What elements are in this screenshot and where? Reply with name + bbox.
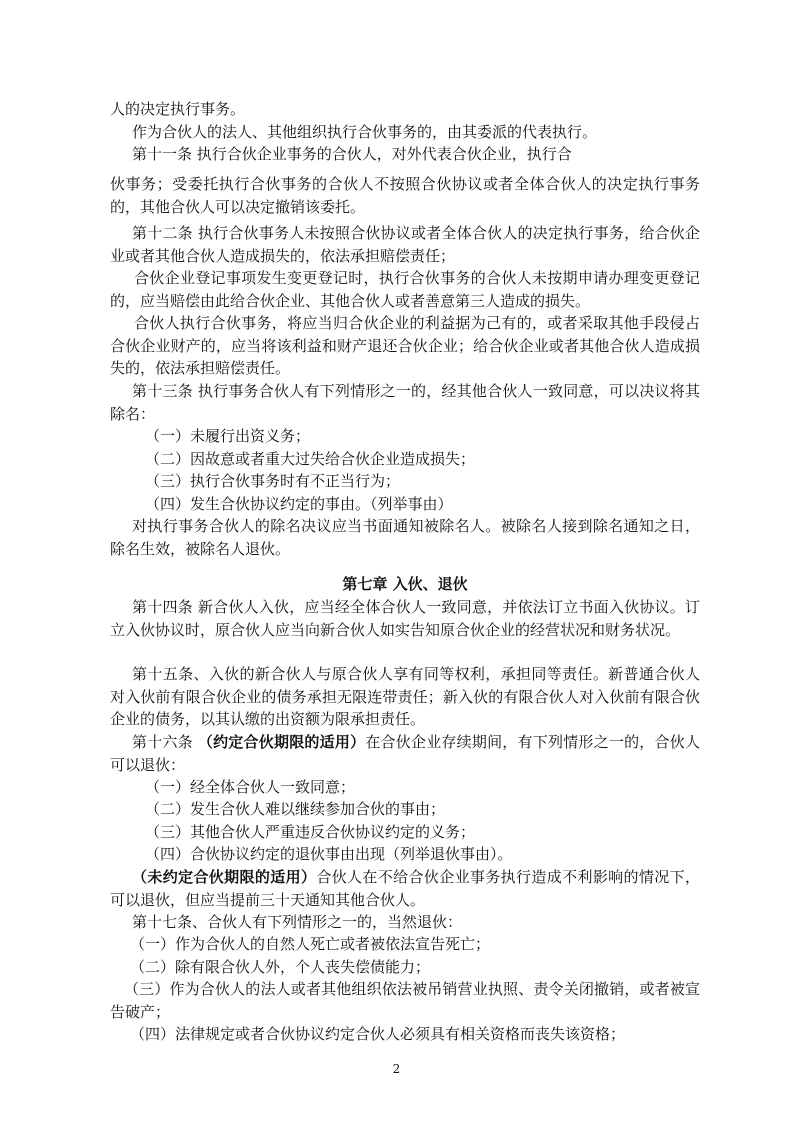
paragraph-text: 合伙人在不给合伙企业事务执行造成不利影响的情况下，可以退伙，但应当提前三十天通知其他合伙人。 — [110, 868, 700, 909]
article-13: 第十三条 执行事务合伙人有下列情形之一的，经其他合伙人一致同意，可以决议将其除名： — [110, 382, 700, 423]
bold-note: （约定合伙期限的适用） — [197, 733, 366, 751]
page-number: 2 — [392, 1062, 401, 1076]
article-15: 第十五条、入伙的新合伙人与原合伙人享有同等权利，承担同等责任。新普通合伙人对入伙前有限合伙企业的债务承担无限连带责任；新入伙的有限合伙人对入伙前有限合伙企业的债务，以其认缴的出资额为限承担责任。 — [110, 665, 700, 728]
list-item: （四）发生合伙协议约定的事由。（列举事由） — [145, 495, 453, 513]
article-14: 第十四条 新合伙人入伙，应当经全体合伙人一致同意，并依法订立书面入伙协议。订立入伙协议时，原合伙人应当向新合伙人如实告知原合伙企业的经营状况和财务状况。 — [110, 598, 700, 639]
list-item: （二）除有限合伙人外，个人丧失偿债能力； — [130, 958, 431, 976]
list-item: （三）执行合伙事务时有不正当行为； — [145, 472, 401, 490]
paragraph: 合伙人执行合伙事务，将应当归合伙企业的利益据为己有的，或者采取其他手段侵占合伙企业财产的，应当将该利益和财产退还合伙企业；给合伙企业或者其他合伙人造成损失的，依法承担赔偿责任。 — [110, 314, 700, 377]
list-item: （三）其他合伙人严重违反合伙协议约定的义务； — [145, 823, 476, 841]
paragraph: 合伙企业登记事项发生变更登记时，执行合伙事务的合伙人未按期申请办理变更登记的，应当赔偿由此给合伙企业、其他合伙人或者善意第三人造成的损失。 — [110, 269, 700, 310]
article-16 — [110, 731, 700, 776]
article-11: 第十一条 执行合伙企业事务的合伙人，对外代表合伙企业，执行合 — [132, 145, 572, 163]
paragraph: 对执行事务合伙人的除名决议应当书面通知被除名人。被除名人接到除名通知之日，除名生效，被除名人退伙。 — [110, 517, 700, 558]
list-item: （二）因故意或者重大过失给合伙企业造成损失； — [145, 450, 476, 468]
paragraph — [110, 866, 700, 911]
chapter-heading: 第七章 入伙、退伙 — [342, 575, 468, 593]
list-item: （一）未履行出资义务； — [145, 427, 311, 445]
paragraph: 伙事务；受委托执行合伙事务的合伙人不按照合伙协议或者全体合伙人的决定执行事务的，其他合伙人可以决定撤销该委托。 — [110, 175, 700, 216]
list-item: （二）发生合伙人难以继续参加合伙的事由； — [145, 800, 446, 818]
article-12: 第十二条 执行合伙事务人未按照合伙协议或者全体合伙人的决定执行事务，给合伙企业或者其他合伙人造成损失的，依法承担赔偿责任； — [110, 224, 700, 265]
paragraph: 作为合伙人的法人、其他组织执行合伙事务的，由其委派的代表执行。 — [132, 123, 598, 141]
list-item: （一）经全体合伙人一致同意； — [145, 778, 356, 796]
list-item: （一）作为合伙人的自然人死亡或者被依法宣告死亡； — [130, 935, 491, 953]
article-17: 第十七条、合伙人有下列情形之一的，当然退伙： — [132, 913, 463, 931]
list-item: （三）作为合伙人的法人或者其他组织依法被吊销营业执照、责令关闭撤销，或者被宣告破产； — [110, 980, 700, 1021]
paragraph: 人的决定执行事务。 — [110, 100, 246, 118]
list-item: （四）法律规定或者合伙协议约定合伙人必须具有相关资格而丧失该资格； — [130, 1025, 626, 1043]
list-item: （四）合伙协议约定的退伙事由出现（列举退伙事由）。 — [145, 845, 513, 863]
article-label: 第十六条 — [132, 733, 198, 751]
article-text: 在合伙企业存续期间，有下列情形之一的，合伙人可以退伙： — [110, 733, 700, 774]
bold-note: （未约定合伙期限的适用） — [132, 868, 317, 886]
